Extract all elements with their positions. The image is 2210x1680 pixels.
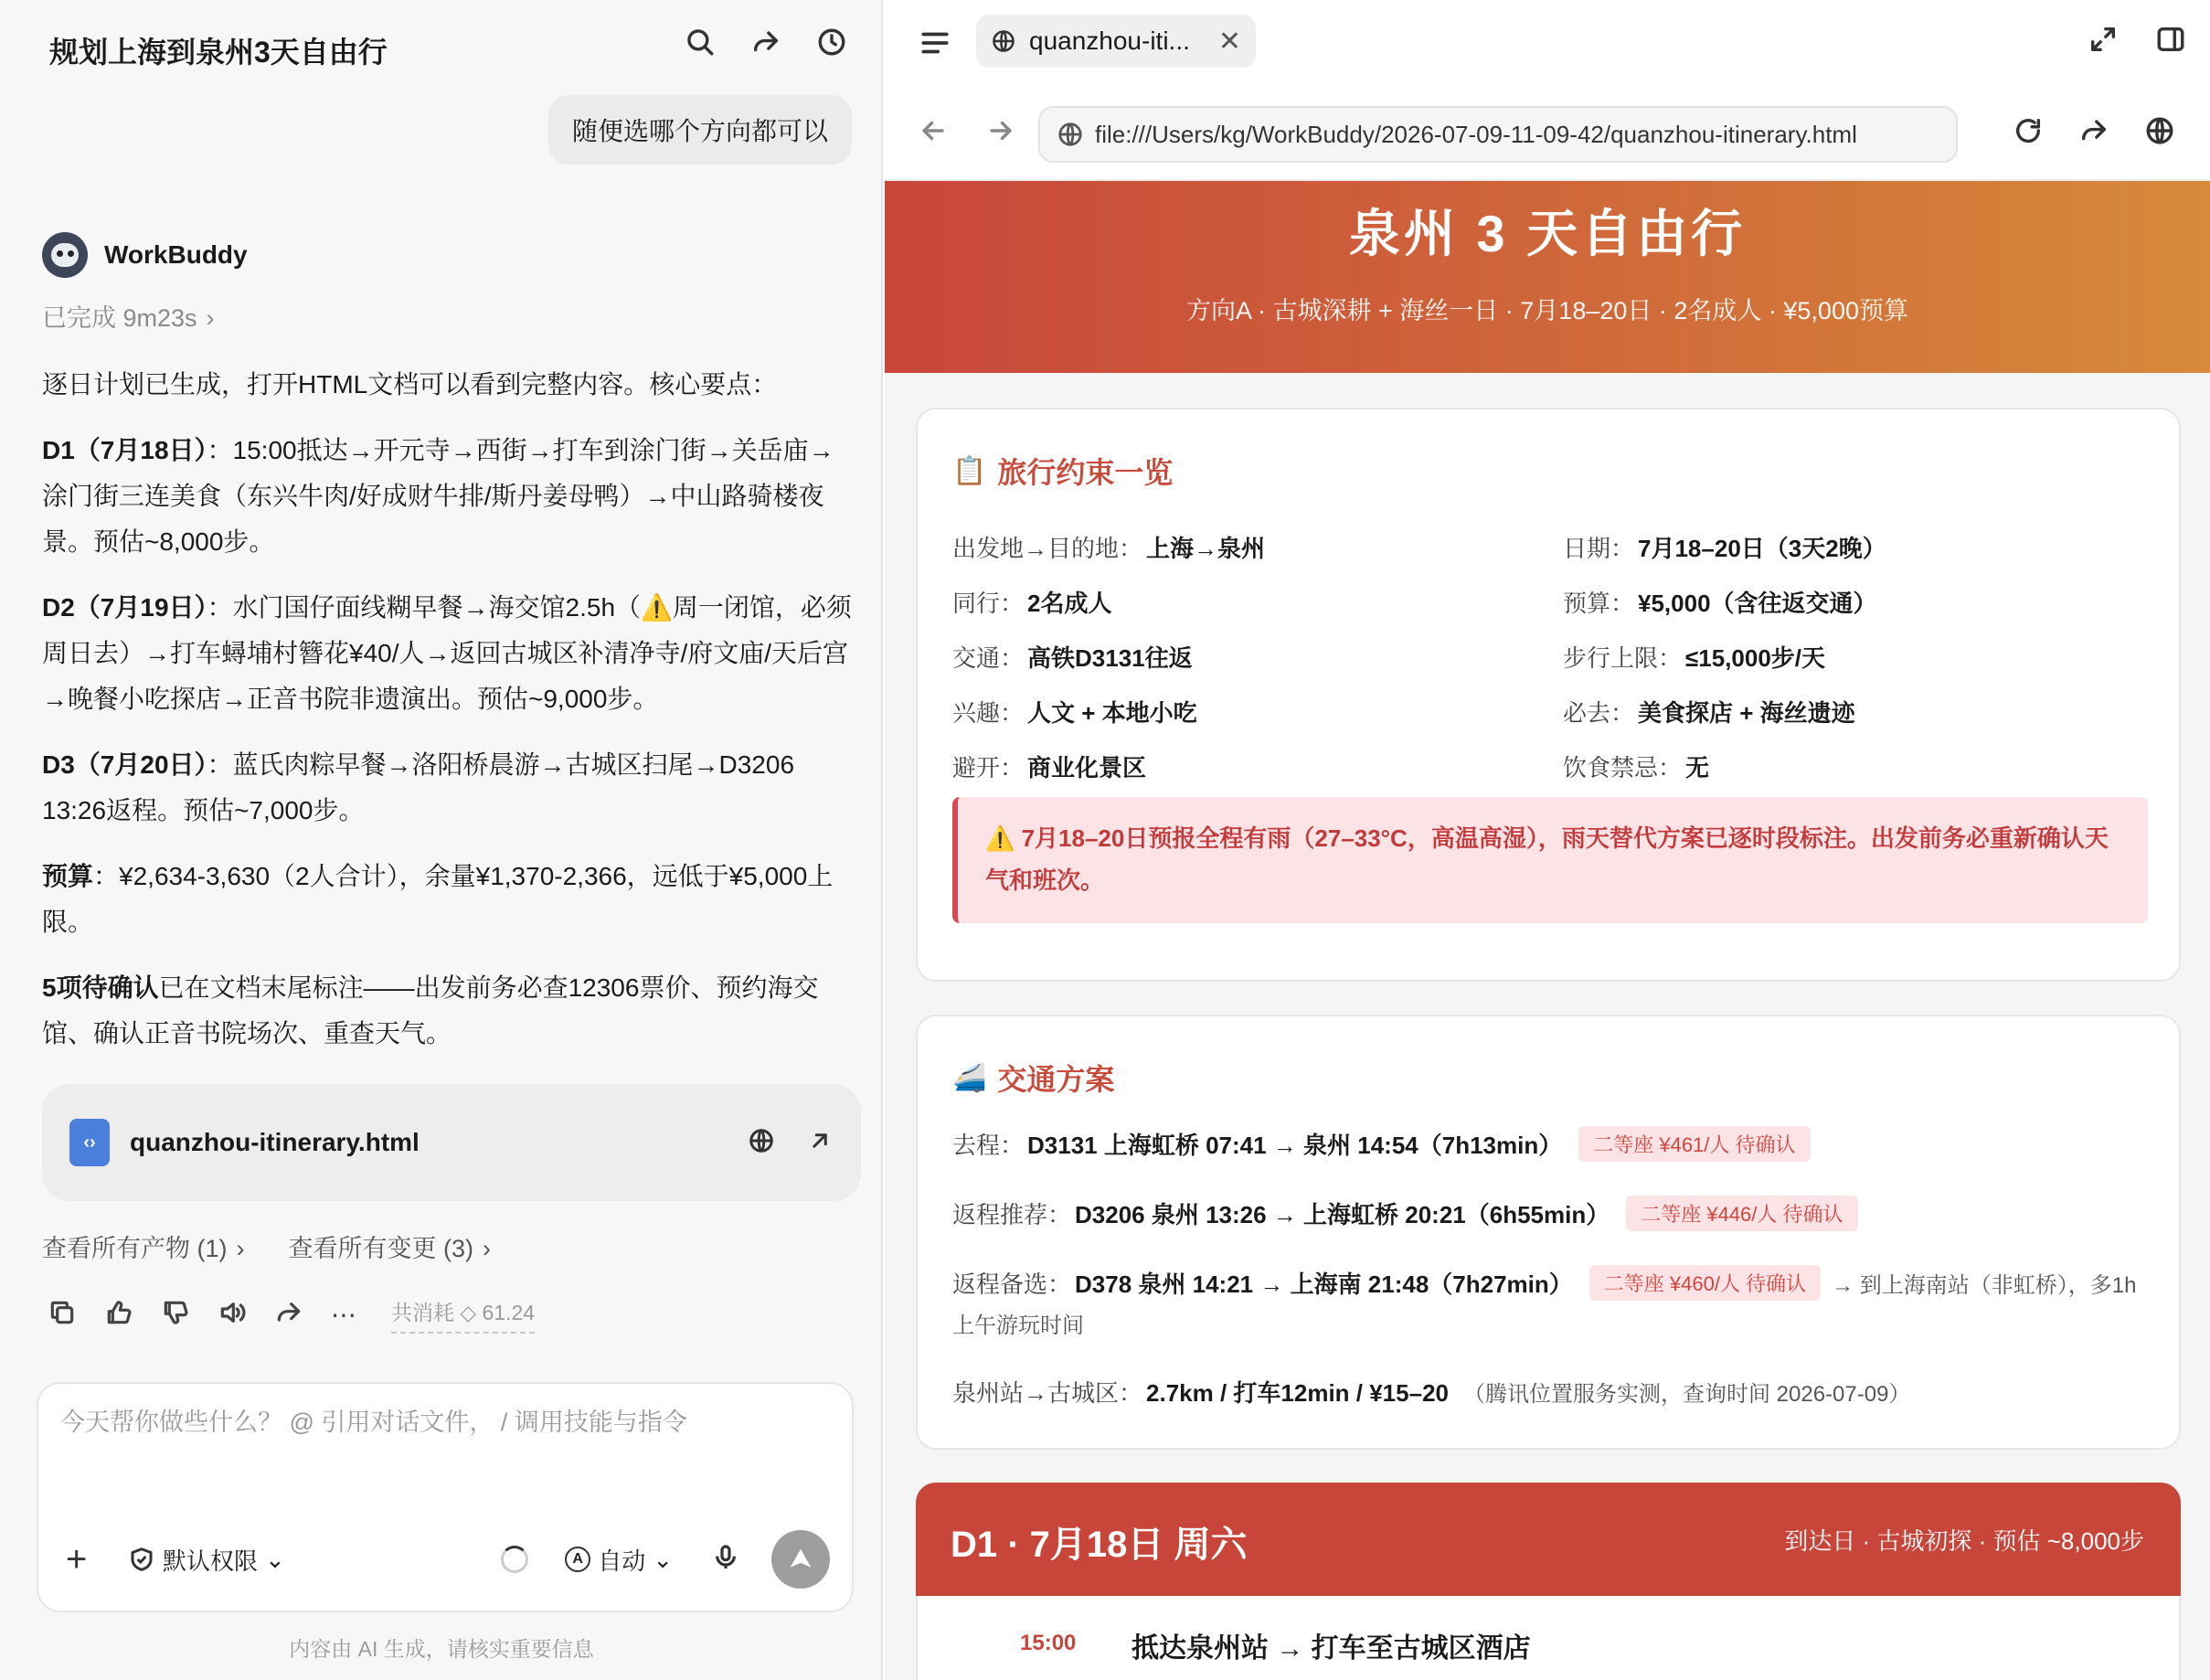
day2-text: ：水门国仔面线糊早餐→海交馆2.5h（⚠️周一闭馆，必须周日去）→打车蟳埔村簪花¥40/人→返回古城区补清净寺/府文庙/天后宫→晚餐小吃探店→正音书院非遗演出。预估~9,000步。 (42, 593, 852, 713)
day2-paragraph (42, 585, 855, 722)
constraint-value: 商业化景区 (1027, 753, 1147, 782)
history-icon[interactable] (813, 24, 850, 60)
file-name: quanzhou-itinerary.html (130, 1128, 420, 1156)
search-icon[interactable] (682, 24, 718, 60)
speaker-icon[interactable] (218, 1298, 247, 1332)
share-icon[interactable] (748, 24, 784, 60)
conversation-title: 规划上海到泉州3天自由行 (49, 36, 388, 69)
loading-spinner-icon (501, 1546, 528, 1573)
share-icon[interactable] (2078, 115, 2109, 151)
clipboard-icon: 📋 (952, 455, 987, 486)
browser-tabbar (885, 0, 2210, 88)
budget-text: ：¥2,634-3,630（2人合计），余量¥1,370-2,366，远低于¥5,000上限。 (42, 862, 834, 936)
constraint-key: 日期： (1563, 534, 1635, 562)
chevron-right-icon: › (206, 304, 215, 332)
ai-disclaimer: 内容由 AI 生成，请核实重要信息 (289, 1637, 594, 1661)
constraint-value: 人文 + 本地小吃 (1027, 698, 1197, 727)
row-value: 2.7km / 打车12min / ¥15–20 (1146, 1379, 1449, 1407)
day3-paragraph (42, 742, 855, 834)
constraint-item (1563, 574, 2150, 629)
row-key: 去程： (952, 1132, 1025, 1159)
url-text: file:///Users/kg/WorkBuddy/2026-07-09-11-09-42/quanzhou-itinerary.html (1095, 120, 1857, 148)
constraint-key: 避开： (952, 753, 1025, 782)
shield-check-icon (128, 1546, 155, 1573)
tab-title: quanzhou-iti... (1029, 27, 1190, 55)
add-attachment-icon[interactable]: + (66, 1538, 88, 1579)
globe-icon (991, 28, 1016, 54)
row-value: D3206 泉州 13:26 → 上海虹桥 20:21（6h55min） (1075, 1201, 1610, 1228)
mode-selector[interactable] (565, 1543, 673, 1577)
back-icon[interactable] (918, 115, 949, 151)
chat-toolbar (682, 24, 850, 60)
intro-paragraph: 逐日计划已生成，打开HTML文档可以看到完整内容。核心要点： (42, 370, 778, 399)
day3-label: D3（7月20日） (42, 750, 207, 779)
constraint-item (1563, 519, 2150, 574)
view-changes-label: 查看所有变更 (3) (288, 1235, 473, 1262)
confirm-paragraph (42, 965, 855, 1057)
alt-return-train-row (952, 1265, 2136, 1301)
result-links (42, 1228, 491, 1264)
code-file-icon: ‹› (69, 1119, 110, 1166)
constraint-value: 7月18–20日（3天2晚） (1638, 534, 1886, 562)
chevron-right-icon: › (483, 1235, 491, 1262)
row-value: D378 泉州 14:21 → 上海南 21:48（7h27min） (1075, 1271, 1573, 1298)
row-key: 返程备选： (952, 1271, 1072, 1298)
alt-return-note-continued: 上午游玩时间 (952, 1313, 1084, 1338)
token-cost: 共消耗 ◇ 61.24 (391, 1296, 535, 1334)
chat-pane (0, 0, 883, 1680)
constraint-key: 预算： (1563, 589, 1635, 617)
event-title: 抵达泉州站 → 打车至古城区酒店 (1132, 1633, 1531, 1664)
constraint-item (952, 574, 1563, 629)
url-field[interactable] (1038, 106, 1958, 163)
constraint-item (1563, 629, 2150, 684)
forward-icon[interactable] (985, 115, 1016, 151)
view-artifacts-link[interactable] (42, 1228, 245, 1264)
constraint-item (952, 519, 1563, 574)
send-arrow-icon (787, 1546, 814, 1573)
price-tag: 二等座 ¥461/人 待确认 (1578, 1126, 1810, 1162)
view-artifacts-label: 查看所有产物 (1) (42, 1235, 228, 1262)
composer-placeholder: 今天帮你做些什么？ @ 引用对话文件， / 调用技能与指令 (60, 1409, 687, 1436)
open-external-icon[interactable] (806, 1127, 834, 1159)
row-note: （腾讯位置服务实测，查询时间 2026-07-09） (1462, 1382, 1911, 1407)
row-key: 返程推荐： (952, 1201, 1072, 1228)
thumbs-up-icon[interactable] (104, 1298, 133, 1332)
constraint-value: ¥5,000（含往返交通） (1638, 589, 1877, 617)
sidebar-toggle-icon[interactable] (2155, 24, 2186, 59)
station-transfer-row (952, 1375, 1910, 1409)
transport-card (916, 1015, 2181, 1450)
row-value: D3131 上海虹桥 07:41 → 泉州 14:54（7h13min） (1027, 1132, 1563, 1159)
assistant-header (42, 232, 248, 278)
constraint-value: 上海→泉州 (1146, 534, 1266, 562)
constraint-key: 交通： (952, 643, 1025, 672)
browser-tab[interactable] (976, 15, 1256, 68)
constraints-heading (952, 450, 1173, 492)
page-content (885, 181, 2210, 1664)
row-key: 泉州站→古城区： (952, 1379, 1143, 1407)
day2-label: D2（7月19日） (42, 593, 207, 622)
price-tag: 二等座 ¥446/人 待确认 (1626, 1196, 1857, 1231)
send-button[interactable] (771, 1530, 830, 1589)
constraint-item (1563, 684, 2150, 739)
constraints-grid (952, 519, 2150, 793)
constraint-key: 出发地→目的地： (952, 534, 1143, 562)
assistant-name: WorkBuddy (104, 240, 248, 269)
permission-selector[interactable] (128, 1543, 285, 1577)
page-subtitle: 方向A · 古城深耕 + 海丝一日 · 7月18–20日 · 2名成人 · ¥5,000预算 (1186, 297, 1908, 324)
constraint-value: 2名成人 (1027, 589, 1112, 617)
day1-meta: 到达日 · 古城初探 · 预估 ~8,000步 (1784, 1527, 2144, 1555)
constraint-value: ≤15,000步/天 (1685, 643, 1826, 672)
constraints-title: 旅行约束一览 (997, 456, 1174, 489)
constraint-key: 饮食禁忌： (1563, 753, 1683, 782)
globe-icon (1057, 121, 1084, 148)
avatar (42, 232, 88, 278)
confirm-text: 已在文档末尾标注——出发前务必查12306票价、预约海交馆、确认正音书院场次、重查天气。 (42, 973, 819, 1047)
day1-text: ：15:00抵达→开元寺→西街→打车到涂门街→关岳庙→涂门街三连美食（东兴牛肉/好成财牛排/斯丹姜母鸭）→中山路骑楼夜景。预估~8,000步。 (42, 436, 834, 556)
constraint-key: 必去： (1563, 698, 1635, 727)
transport-title: 交通方案 (997, 1063, 1115, 1096)
permission-label: 默认权限 (163, 1547, 259, 1575)
view-changes-link[interactable] (289, 1228, 492, 1264)
day1-header (916, 1483, 2181, 1596)
globe-icon[interactable] (748, 1127, 775, 1159)
day1-timeline (916, 1596, 2181, 1680)
constraint-key: 同行： (952, 589, 1025, 617)
expand-icon[interactable] (2088, 24, 2119, 59)
constraint-key: 兴趣： (952, 698, 1025, 727)
constraints-card (916, 408, 2181, 982)
event-time: 15:00 (1020, 1631, 1077, 1655)
budget-label: 预算 (42, 862, 94, 890)
confirm-label: 5项待确认 (42, 973, 159, 1002)
train-icon: 🚄 (952, 1062, 987, 1093)
copy-icon[interactable] (48, 1298, 77, 1332)
completion-status-text: 已完成 9m23s (42, 304, 197, 332)
share-icon[interactable] (274, 1298, 303, 1332)
browser-pane (885, 0, 2210, 1680)
mode-label: 自动 (598, 1547, 646, 1575)
auto-mode-icon: A (565, 1547, 590, 1572)
reload-icon[interactable] (2013, 115, 2044, 151)
day1-title: D1 · 7月18日 周六 (951, 1525, 1248, 1565)
chevron-down-icon: ⌄ (265, 1545, 285, 1573)
globe-icon[interactable] (2144, 115, 2175, 151)
weather-warning: ⚠️ 7月18–20日预报全程有雨（27–33°C，高温高湿），雨天替代方案已逐时段标注。出发前务必重新确认天气和班次。 (952, 797, 2148, 923)
constraint-value: 美食探店 + 海丝遗迹 (1638, 698, 1855, 727)
price-tag: 二等座 ¥460/人 待确认 (1589, 1265, 1821, 1301)
row-note: → 到上海南站（非虹桥），多1h (1832, 1273, 2137, 1298)
more-icon[interactable]: ⋯ (331, 1301, 356, 1329)
message-actions (48, 1296, 535, 1334)
close-icon[interactable]: ✕ (1217, 26, 1241, 57)
day1-label: D1（7月18日） (42, 436, 207, 464)
completion-status[interactable] (42, 298, 215, 334)
day3-text: ：蓝氏肉粽早餐→洛阳桥晨游→古城区扫尾→D3206 13:26返程。预估~7,000步。 (42, 750, 795, 824)
message-composer[interactable] (37, 1382, 854, 1612)
address-bar (885, 88, 2210, 181)
constraint-item (952, 684, 1563, 739)
chevron-right-icon: › (236, 1235, 245, 1262)
file-attachment-card[interactable] (42, 1084, 861, 1201)
constraint-key: 步行上限： (1563, 643, 1683, 672)
transport-heading (952, 1057, 1114, 1099)
constraint-item (952, 629, 1563, 684)
user-message: 随便选哪个方向都可以 (548, 95, 852, 165)
constraint-item (1563, 739, 2150, 793)
budget-paragraph (42, 854, 855, 945)
constraint-item (952, 739, 1563, 793)
chevron-down-icon: ⌄ (653, 1545, 673, 1573)
microphone-icon[interactable] (711, 1543, 740, 1577)
return-train-row (952, 1196, 1858, 1231)
constraint-value: 无 (1685, 753, 1710, 782)
outbound-train-row (952, 1126, 1811, 1162)
hero-banner (885, 181, 2210, 373)
menu-icon[interactable] (918, 26, 952, 65)
day1-paragraph (42, 428, 855, 565)
thumbs-down-icon[interactable] (161, 1298, 190, 1332)
page-title: 泉州 3 天自由行 (1348, 205, 1747, 262)
constraint-value: 高铁D3131往返 (1027, 643, 1193, 672)
assistant-message (42, 362, 855, 1077)
